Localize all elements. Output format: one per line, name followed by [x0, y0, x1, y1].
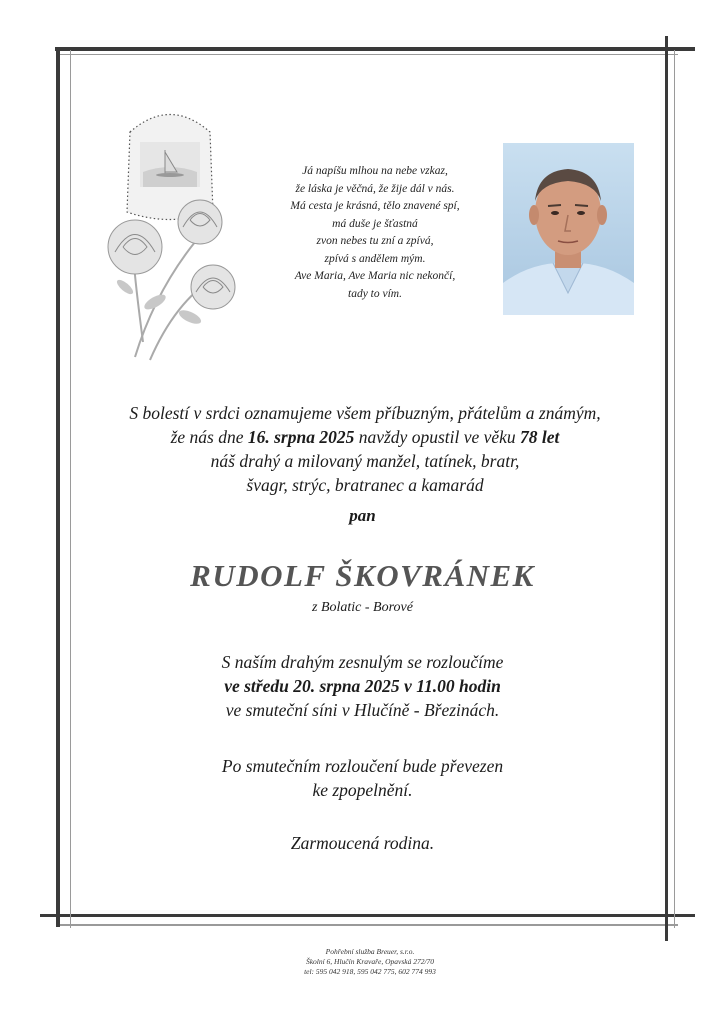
date-of-death: 16. srpna 2025	[247, 427, 355, 447]
poem-line: Já napíšu mlhou na nebe vzkaz,	[302, 165, 448, 177]
frame-top-rule	[55, 47, 695, 51]
announcement-line-2-start: že nás dne	[170, 427, 248, 447]
transfer-info	[0, 754, 725, 802]
footer-phones: tel: 595 042 918, 595 042 775, 602 774 993	[304, 967, 436, 976]
footer-company: Pohřební služba Breuer, s.r.o.	[325, 947, 415, 956]
frame-bottom-rule	[40, 914, 695, 917]
funeral-service-footer	[200, 947, 540, 977]
announcement-line-2-middle: navždy opustil ve věku	[354, 427, 521, 447]
age-at-death: 78 let	[520, 427, 560, 447]
poem-line: zpívá s andělem mým.	[324, 252, 426, 265]
farewell-info	[0, 650, 725, 722]
announcement-line-4: švagr, strýc, bratranec a kamarád	[246, 475, 484, 495]
frame-top-inner-rule	[58, 54, 678, 55]
poem-line: Ave Maria, Ave Maria nic nekončí,	[294, 270, 456, 282]
farewell-line-1: S naším drahým zesnulým se rozloučíme	[221, 652, 504, 672]
poem-line: zvon nebes tu zní a zpívá,	[316, 235, 434, 247]
transfer-line-1: Po smutečním rozloučení bude převezen	[221, 756, 504, 776]
poem-line: že láska je věčná, že žije dál v nás.	[295, 182, 455, 195]
poem-line: má duše je šťastná	[332, 217, 418, 230]
frame-bottom-inner-rule	[58, 924, 678, 926]
roses-decoration	[95, 102, 245, 367]
deceased-name: RUDOLF ŠKOVRÁNEK	[190, 558, 535, 593]
poem-line: tady to vím.	[348, 287, 402, 300]
poem	[250, 163, 500, 303]
farewell-place: ve smuteční síni v Hlučíně - Březinách.	[225, 700, 500, 720]
farewell-date-time	[0, 674, 725, 698]
footer-address: Školní 6, Hlučín Kravaře, Opavská 272/70	[305, 957, 435, 966]
family-signature: Zarmoucená rodina.	[290, 833, 435, 853]
poem-line: Má cesta je krásná, tělo znavené spí,	[290, 200, 460, 212]
portrait-photo	[503, 143, 634, 315]
announcement-line-2	[60, 425, 670, 449]
farewell-date-time-text: ve středu 20. srpna 2025 v 11.00 hodin	[224, 676, 501, 696]
deceased-origin: z Bolatic - Borové	[312, 600, 413, 615]
honorific-title: pan	[349, 506, 376, 525]
transfer-line-2: ke zpopelnění.	[312, 780, 413, 800]
announcement	[60, 401, 670, 497]
announcement-line-3: náš drahý a milovaný manžel, tatínek, bratr,	[210, 451, 520, 471]
announcement-line-1: S bolestí v srdci oznamujeme všem příbuzným, přátelům a známým,	[129, 403, 601, 423]
